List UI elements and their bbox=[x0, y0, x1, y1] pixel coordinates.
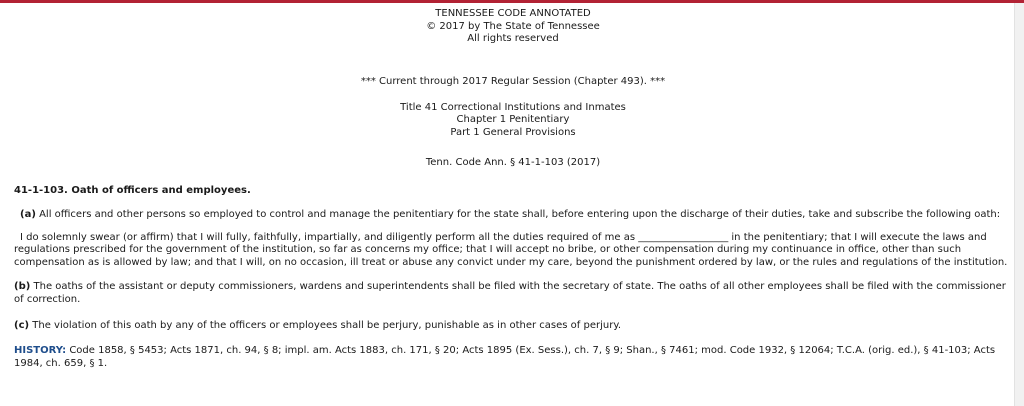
subsection-a-label: (a) bbox=[20, 209, 36, 220]
history-text: Code 1858, § 5453; Acts 1871, ch. 94, § 8; impl. am. Acts 1883, ch. 171, § 20; Acts 1895 (Ex. Sess.), ch. 7, § 9; Shan., § 7461; mod. Code 1932, § 12064; T.C.A. (orig. ed.), § 41-103; Acts 1984, ch. 659, § 1. bbox=[14, 345, 996, 369]
subsection-c-text: The violation of this oath by any of the officers or employees shall be perjury, punishable as in other cases of perjury. bbox=[29, 319, 621, 331]
history-note bbox=[14, 345, 1012, 370]
subsection-b bbox=[14, 281, 1012, 306]
subsection-a-text: All officers and other persons so employed to control and manage the penitentiary for the state shall, before entering upon the discharge of their duties, take and subscribe the following oath: bbox=[35, 209, 1001, 220]
subsection-b-text: The oaths of the assistant or deputy commissioners, wardens and superintendents shall be filed with the secretary of state. The oaths of all other employees shall be filed with the commissioner of correction. bbox=[14, 281, 1006, 305]
top-accent-bar bbox=[0, 0, 1024, 3]
oath-text bbox=[14, 232, 1012, 270]
section-heading: 41-1-103. Oath of officers and employees. bbox=[14, 185, 251, 196]
copyright-header bbox=[14, 8, 1012, 46]
rights-line: All rights reserved bbox=[467, 33, 559, 44]
currency-note: *** Current through 2017 Regular Session (Chapter 493). *** bbox=[360, 75, 666, 87]
subsection-c-label: (c) bbox=[14, 319, 30, 331]
statute-document bbox=[14, 8, 1012, 370]
subsection-c bbox=[14, 320, 1012, 333]
history-label: HISTORY: bbox=[14, 345, 67, 357]
oath-body: I do solemnly swear (or affirm) that I will fully, faithfully, impartially, and diligently perform all the duties required of me as __________________ in the penitentiary; that I will execute the laws and regulations prescribed for the government of the institution, so far as concerns my office; that I will accept no bribe, or other compensation during my continuance in office, other than such compensation as is allowed by law; and that I will, on no occasion, ill treat or abuse any convict under my care, beyond the punishment ordered by law, or the rules and regulations of the institution. bbox=[14, 231, 1008, 268]
vertical-scrollbar[interactable] bbox=[1014, 3, 1024, 406]
chapter-line: Chapter 1 Penitentiary bbox=[456, 114, 570, 125]
title-line: Title 41 Correctional Institutions and Inmates bbox=[400, 101, 626, 113]
copyright-line: © 2017 by The State of Tennessee bbox=[426, 20, 600, 32]
citation: Tenn. Code Ann. § 41-1-103 (2017) bbox=[425, 157, 601, 168]
part-line: Part 1 General Provisions bbox=[450, 126, 576, 138]
code-title: TENNESSEE CODE ANNOTATED bbox=[435, 8, 591, 19]
hierarchy-block bbox=[14, 102, 1012, 140]
subsection-a bbox=[14, 209, 1012, 222]
subsection-b-label: (b) bbox=[14, 281, 31, 293]
